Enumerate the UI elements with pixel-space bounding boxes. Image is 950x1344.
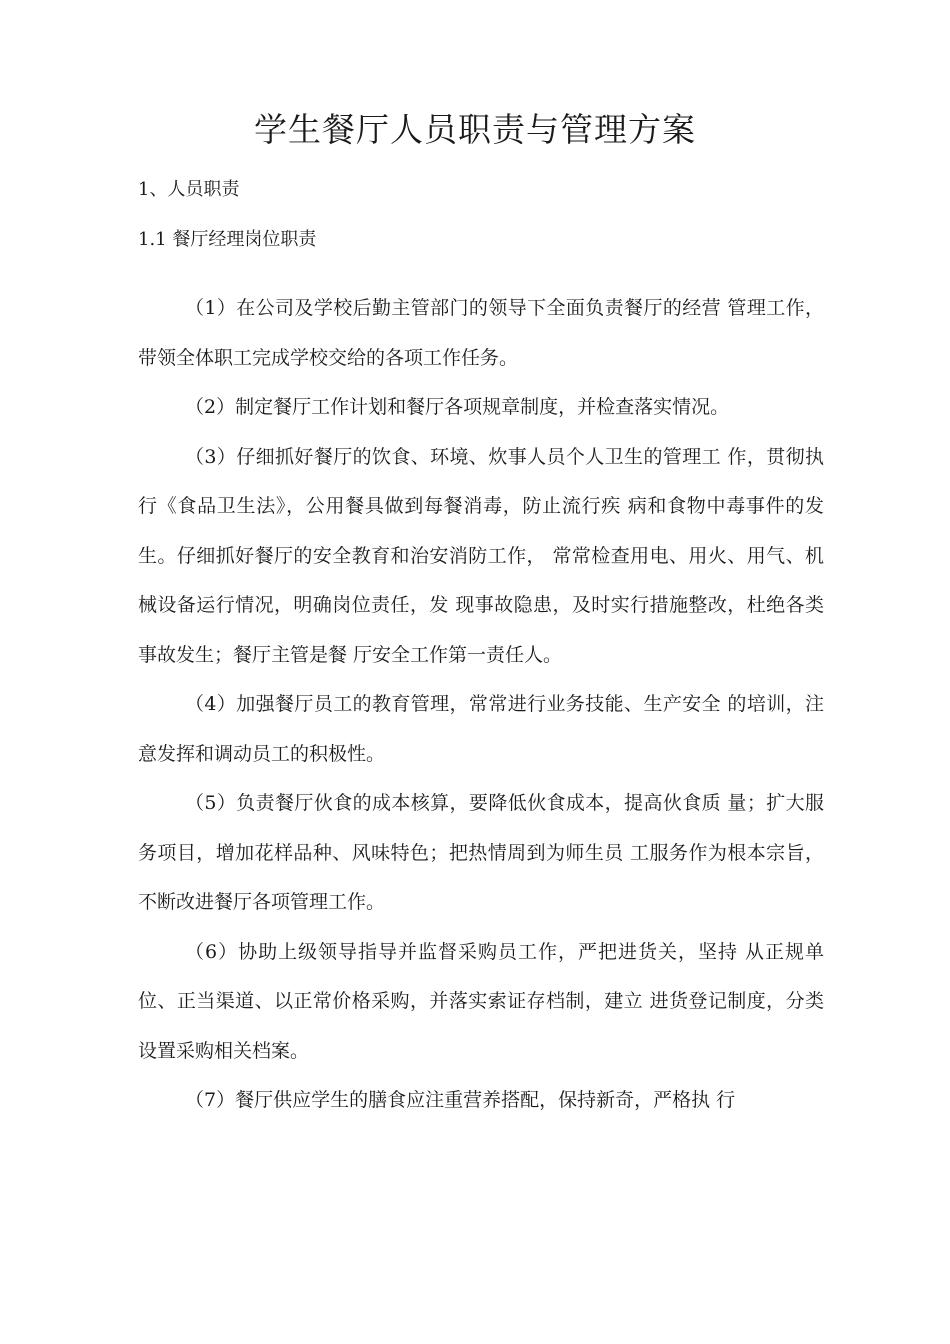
paragraph-2: （2）制定餐厅工作计划和餐厅各项规章制度，并检查落实情况。 bbox=[185, 396, 730, 418]
paragraph-5: （5）负责餐厅伙食的成本核算，要降低伙食成本，提高伙食质 量；扩大服务项目，增加花样品种、风味特色；把热情周到为师生员 工服务作为根本宗旨，不断改进餐厅各项管理工作。 bbox=[138, 792, 824, 913]
document-body bbox=[138, 284, 824, 1126]
paragraph-6: （6）协助上级领导指导并监督采购员工作，严把进货关，坚持 从正规单位、正当渠道、以正常价格采购，并落实索证存档制，建立 进货登记制度，分类设置采购相关档案。 bbox=[138, 940, 824, 1062]
document-title: 学生餐厅人员职责与管理方案 bbox=[254, 110, 696, 149]
paragraph-3: （3）仔细抓好餐厅的饮食、环境、炊事人员个人卫生的管理工 作，贯彻执行《食品卫生法》，公用餐具做到每餐消毒，防止流行疾 病和食物中毒事件的发生。仔细抓好餐厅的安全教育和治安消防工作， 常常检查用电、用火、用气、机械设备运行情况，明确岗位责任，发 现事故隐患，及时实行措施整改，杜绝各类事故发生；餐厅主管是餐 厅安全工作第一责任人。 bbox=[138, 445, 824, 666]
paragraph-1: （1）在公司及学校后勤主管部门的领导下全面负责餐厅的经营 管理工作，带领全体职工完成学校交给的各项工作任务。 bbox=[138, 297, 824, 369]
paragraph-4: （4）加强餐厅员工的教育管理，常常进行业务技能、生产安全 的培训，注意发挥和调动员工的积极性。 bbox=[138, 693, 824, 765]
paragraph-7: （7）餐厅供应学生的膳食应注重营养搭配，保持新奇，严格执 行 bbox=[185, 1089, 736, 1111]
subsection-heading: 1.1 餐厅经理岗位职责 bbox=[138, 229, 317, 250]
section-heading: 1、人员职责 bbox=[138, 179, 240, 200]
